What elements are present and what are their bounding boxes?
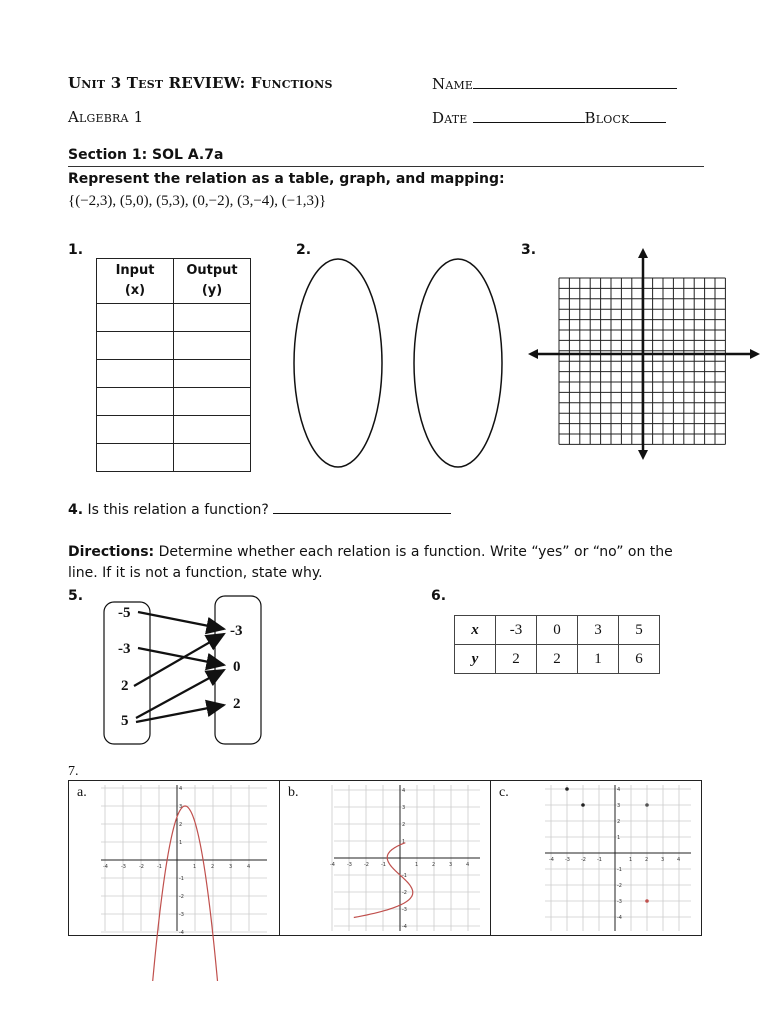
problem-4-question: Is this relation a function? [87, 502, 269, 518]
domain-value: -3 [118, 641, 131, 657]
y-tick-label: 3 [617, 803, 621, 809]
parabola-curve [153, 806, 218, 981]
x-tick-label: -3 [565, 857, 570, 863]
x-axis-right-arrow [750, 349, 760, 359]
mapping-arrow [138, 648, 224, 665]
input-output-table [96, 258, 251, 472]
y-tick-label: -1 [179, 876, 184, 882]
graph-c-panel [490, 780, 702, 936]
block-label: Block [584, 109, 630, 127]
y-value: 1 [578, 645, 619, 674]
x-tick-label: -2 [364, 862, 369, 868]
x-tick-label: -1 [381, 862, 386, 868]
x-tick-label: -4 [549, 857, 554, 863]
name-blank[interactable] [473, 74, 677, 89]
y-value: 2 [496, 645, 537, 674]
relation-set: {(−2,3), (5,0), (5,3), (0,−2), (3,−4), (−1,3)} [68, 193, 327, 209]
x-tick-label: 2 [211, 864, 215, 870]
y-axis-up-arrow [638, 248, 648, 258]
y-tick-label: -1 [617, 867, 622, 873]
y-tick-label: 2 [617, 819, 621, 825]
range-value: -3 [230, 623, 243, 639]
x-tick-label: 4 [247, 864, 251, 870]
x-header: x [455, 616, 496, 645]
table-cell[interactable] [174, 304, 251, 332]
table-cell[interactable] [174, 360, 251, 388]
table-cell[interactable] [97, 360, 174, 388]
output-header: Output (y) [174, 259, 251, 304]
table-cell[interactable] [97, 332, 174, 360]
problem-4-answer-blank[interactable] [273, 499, 451, 514]
input-header: Input (x) [97, 259, 174, 304]
graph-b-label: b. [288, 785, 299, 800]
name-label: Name [432, 75, 474, 93]
y-tick-label: 3 [179, 804, 183, 810]
problem-3-number: 3. [521, 242, 537, 258]
x-tick-label: 4 [466, 862, 470, 868]
problem-1-number: 1. [68, 242, 84, 258]
graph-a-panel [68, 780, 280, 936]
x-tick-label: -2 [581, 857, 586, 863]
graph-b [332, 783, 482, 933]
graph-a-label: a. [77, 785, 87, 800]
y-tick-label: 1 [617, 835, 621, 841]
directions-text: Determine whether each relation is a function. Write “yes” or “no” on the line. If it is not a function, state why. [68, 544, 673, 581]
x-tick-label: -3 [347, 862, 352, 868]
y-axis-down-arrow [638, 450, 648, 460]
problem-2-number: 2. [296, 242, 312, 258]
date-blank[interactable] [473, 108, 585, 123]
range-value: 2 [233, 696, 241, 712]
y-tick-label: -2 [179, 894, 184, 900]
y-tick-label: 4 [179, 786, 183, 792]
y-tick-label: 2 [402, 822, 406, 828]
y-tick-label: -2 [617, 883, 622, 889]
y-tick-label: -4 [617, 915, 622, 921]
block-blank[interactable] [630, 108, 666, 123]
x-tick-label: -4 [103, 864, 108, 870]
function-table [454, 615, 660, 674]
table-cell[interactable] [97, 444, 174, 472]
mapping-arrow [136, 705, 224, 722]
directions [68, 542, 688, 584]
y-tick-label: 4 [617, 787, 621, 793]
y-tick-label: -2 [402, 890, 407, 896]
y-header: y [455, 645, 496, 674]
x-tick-label: 1 [415, 862, 419, 868]
table-cell[interactable] [174, 444, 251, 472]
date-block-fields [432, 108, 666, 127]
mapping-ovals [290, 256, 510, 470]
name-field[interactable] [432, 74, 677, 93]
problem-4 [68, 499, 451, 518]
y-tick-label: -3 [617, 899, 622, 905]
x-tick-label: -1 [157, 864, 162, 870]
graph-c-label: c. [499, 785, 509, 800]
table-cell[interactable] [174, 416, 251, 444]
x-value: 5 [619, 616, 660, 645]
table-cell[interactable] [97, 388, 174, 416]
coordinate-grid[interactable] [528, 248, 762, 462]
table-cell[interactable] [174, 332, 251, 360]
domain-oval[interactable] [294, 259, 382, 467]
problem-6-number: 6. [431, 588, 447, 604]
section-divider [68, 166, 704, 167]
plotted-point [565, 787, 569, 791]
x-value: 3 [578, 616, 619, 645]
x-value: 0 [537, 616, 578, 645]
x-tick-label: 1 [193, 864, 197, 870]
y-value: 2 [537, 645, 578, 674]
plotted-point [581, 803, 585, 807]
y-tick-label: -3 [179, 912, 184, 918]
x-tick-label: 1 [629, 857, 633, 863]
table-cell[interactable] [97, 416, 174, 444]
y-value: 6 [619, 645, 660, 674]
section-heading: Section 1: SOL A.7a [68, 147, 224, 163]
plotted-point [645, 803, 649, 807]
range-oval[interactable] [414, 259, 502, 467]
x-axis-left-arrow [528, 349, 538, 359]
x-value: -3 [496, 616, 537, 645]
problem-5-number: 5. [68, 588, 84, 604]
y-tick-label: -4 [402, 924, 407, 930]
date-label: Date [432, 109, 468, 127]
x-tick-label: -2 [139, 864, 144, 870]
x-tick-label: -4 [330, 862, 335, 868]
domain-value: 5 [121, 713, 129, 729]
mapping-diagram [100, 594, 266, 746]
y-tick-label: 1 [402, 839, 406, 845]
problem-4-number: 4. [68, 502, 84, 518]
x-tick-label: 3 [661, 857, 665, 863]
x-tick-label: -3 [121, 864, 126, 870]
x-tick-label: 3 [229, 864, 233, 870]
table-cell[interactable] [174, 388, 251, 416]
y-tick-label: 3 [402, 805, 406, 811]
course-name: Algebra 1 [68, 108, 144, 126]
directions-label: Directions: [68, 544, 155, 560]
x-tick-label: 2 [432, 862, 436, 868]
graph-c [543, 783, 693, 933]
domain-value: 2 [121, 678, 129, 694]
worksheet-title: Unit 3 Test REVIEW: Functions [68, 74, 333, 92]
y-tick-label: -1 [402, 873, 407, 879]
y-tick-label: 4 [402, 788, 406, 794]
mapping-arrow [138, 612, 224, 629]
x-tick-label: 4 [677, 857, 681, 863]
graph-a [99, 783, 269, 936]
problem-7-number: 7. [68, 764, 79, 779]
x-tick-label: 2 [645, 857, 649, 863]
y-tick-label: 1 [179, 840, 183, 846]
graph-b-panel [279, 780, 491, 936]
table-cell[interactable] [97, 304, 174, 332]
x-tick-label: -1 [597, 857, 602, 863]
x-tick-label: 3 [449, 862, 453, 868]
y-tick-label: -4 [179, 930, 184, 936]
y-tick-label: -3 [402, 907, 407, 913]
domain-value: -5 [118, 605, 131, 621]
plotted-point [645, 899, 649, 903]
range-value: 0 [233, 659, 241, 675]
y-tick-label: 2 [179, 822, 183, 828]
section-instruction: Represent the relation as a table, graph, and mapping: [68, 171, 505, 187]
